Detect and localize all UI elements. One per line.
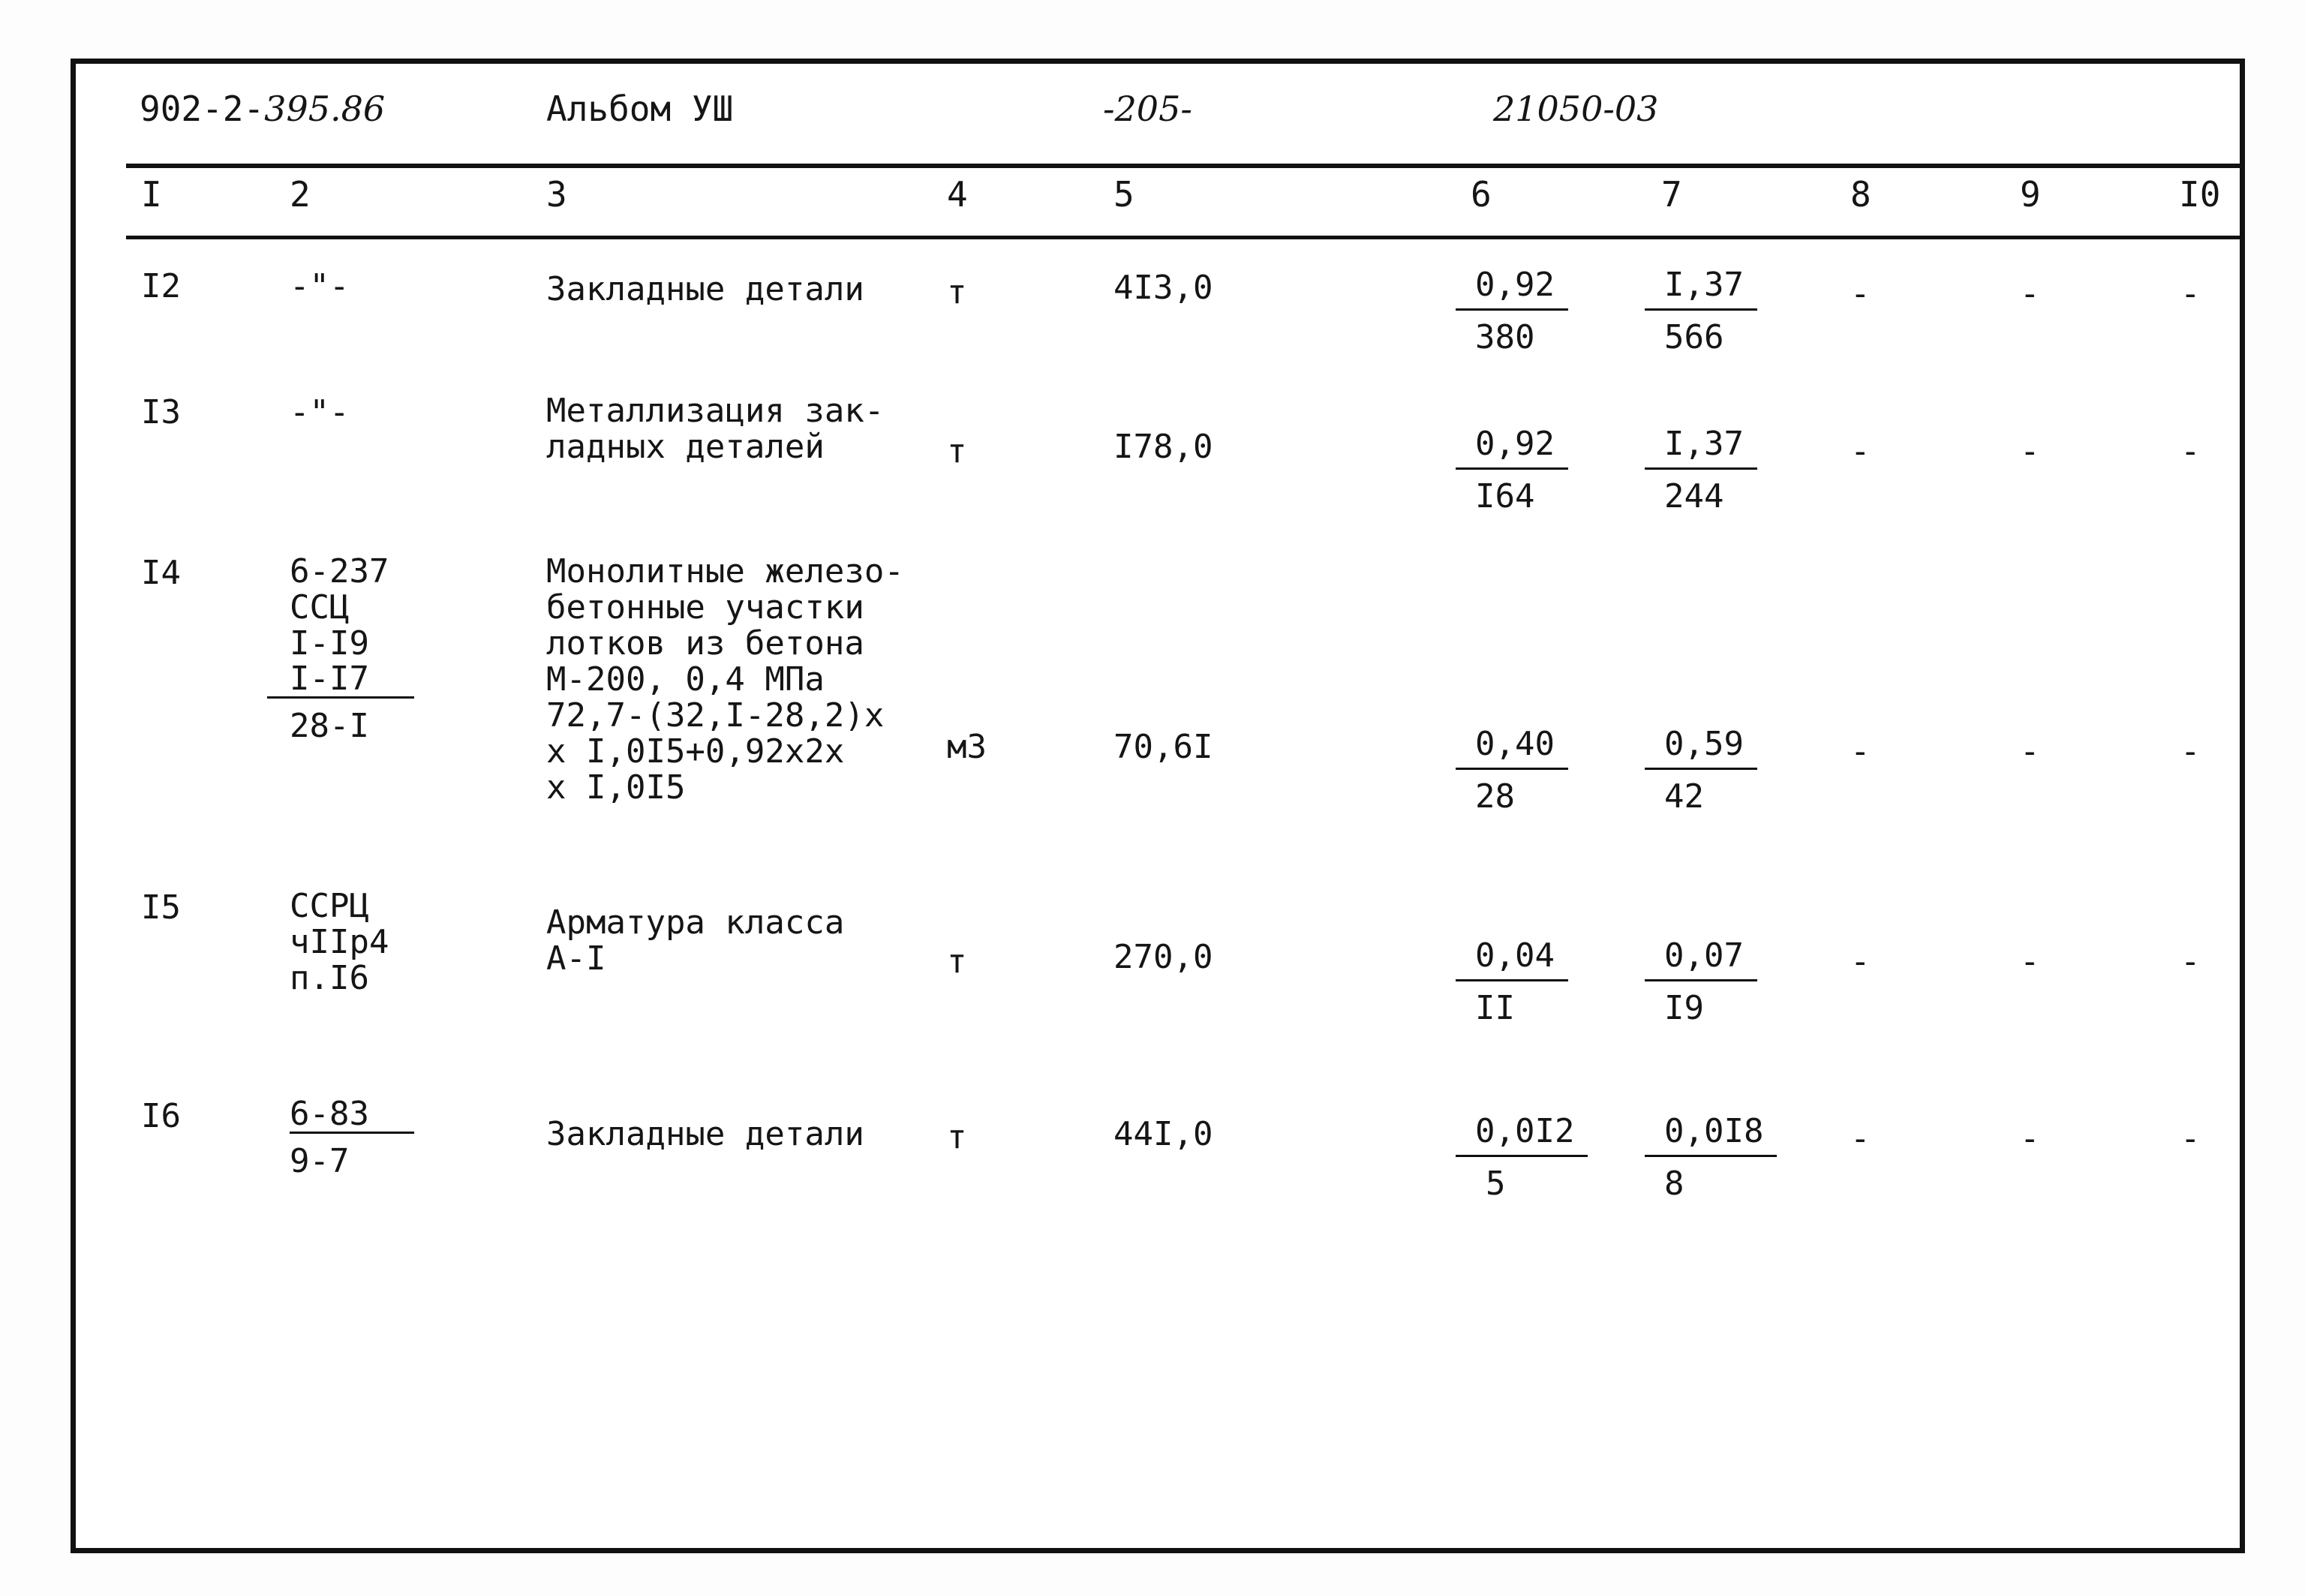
column-header-9: 9 [2020,174,2041,215]
fraction-denominator: I64 [1475,477,1535,515]
row-number: I5 [141,888,181,927]
row-col10: - [2180,1120,2201,1158]
row-col10: - [2180,432,2201,470]
row-number: I6 [141,1097,181,1135]
album-label: Альбом УШ [546,89,734,129]
row-col9: - [2020,1120,2040,1158]
column-header-5: 5 [1113,174,1134,215]
row-reference: -"- [290,393,350,431]
fraction-numerator: 6-83 [290,1097,414,1134]
row-col8: - [1850,942,1871,981]
fraction-denominator: 42 [1664,777,1704,816]
row-reference: -"- [290,267,350,305]
fraction-denominator: 28 [1475,777,1515,816]
row-col10: - [2180,942,2201,981]
doc-number-handwritten: 395.86 [264,89,386,129]
fraction-denominator: 380 [1475,318,1535,356]
fraction-denominator: 8 [1664,1165,1684,1203]
fraction-numerator: 0,59 [1645,725,1757,770]
row-reference: ССРЦ чIIр4 п.I6 [290,887,389,997]
row-col8: - [1850,732,1871,771]
fraction-numerator: 0,04 [1456,936,1568,981]
row-number: I4 [141,554,181,592]
row-unit: т [947,432,967,470]
column-header-8: 8 [1850,174,1871,215]
fraction-numerator: 0,40 [1456,725,1568,770]
fraction-numerator: I,37 [1645,266,1757,311]
column-header-divider [126,236,2245,239]
row-price: 270,0 [1113,938,1213,976]
fraction-denominator: 9-7 [290,1142,350,1180]
header-divider [126,164,2245,168]
fraction-numerator: 0,92 [1456,425,1568,470]
fraction-denominator: 566 [1664,318,1724,356]
row-price: 44I,0 [1113,1115,1213,1153]
row-col9: - [2020,275,2040,313]
row-col8: - [1850,1120,1871,1158]
row-unit: т [947,1118,967,1156]
row-col7-fraction [1645,1112,1777,1203]
row-col10: - [2180,275,2201,313]
row-number: I2 [141,267,181,305]
row-col8: - [1850,275,1871,313]
column-header-4: 4 [947,174,968,215]
row-price: 70,6I [1113,728,1213,766]
fraction-numerator: 0,0I8 [1645,1112,1777,1157]
row-number: I3 [141,393,181,431]
row-col10: - [2180,732,2201,771]
row-name: Арматура класса А-I [546,903,845,978]
row-unit: т [947,273,967,311]
row-name: Металлизация зак- ладных деталей [546,392,885,466]
doc-number [140,89,385,129]
row-col7-fraction [1645,266,1757,356]
fraction-numerator: I-I7 [267,662,414,699]
row-reference-top: 6-237 ССЦ I-I9 [290,552,389,663]
column-header-6: 6 [1471,174,1492,215]
fraction-denominator: I9 [1664,989,1704,1027]
row-col9: - [2020,942,2040,981]
row-name: Закладные детали [546,1115,864,1153]
fraction-numerator: 0,92 [1456,266,1568,311]
row-col6-fraction [1456,425,1568,515]
row-col9: - [2020,432,2040,470]
column-header-10: I0 [2179,174,2221,215]
fraction-denominator: 5 [1486,1165,1506,1203]
column-header-2: 2 [290,174,311,215]
row-col6-fraction [1456,725,1568,816]
column-header-1: I [141,174,162,215]
document-code: 21050-03 [1493,89,1659,129]
row-unit: м3 [947,728,987,766]
fraction-numerator: 0,0I2 [1456,1112,1588,1157]
row-unit: т [947,942,967,981]
fraction-denominator: 244 [1664,477,1724,515]
row-name: Монолитные железо- бетонные участки лотков из бетона М-200, 0,4 МПа 72,7-(32,I-28,2)х х I,0I5+0,92х2х х I,0I5 [546,552,904,807]
fraction-numerator: 0,07 [1645,936,1757,981]
row-col6-fraction [1456,1112,1588,1203]
fraction-numerator: I,37 [1645,425,1757,470]
row-price: I78,0 [1113,428,1213,466]
row-col6-fraction [1456,266,1568,356]
fraction-denominator: 28-I [290,707,369,745]
row-reference-fraction [267,662,414,744]
row-price: 4I3,0 [1113,269,1213,307]
doc-number-printed: 902-2- [140,89,265,129]
column-header-7: 7 [1661,174,1682,215]
row-col7-fraction [1645,936,1757,1027]
column-header-3: 3 [546,174,567,215]
row-col8: - [1850,432,1871,470]
page-number: -205- [1103,89,1192,129]
row-name: Закладные детали [546,270,864,308]
row-reference-fraction [290,1097,414,1179]
fraction-denominator: II [1475,989,1515,1027]
row-col6-fraction [1456,936,1568,1027]
row-col9: - [2020,732,2040,771]
row-col7-fraction [1645,425,1757,515]
row-col7-fraction [1645,725,1757,816]
